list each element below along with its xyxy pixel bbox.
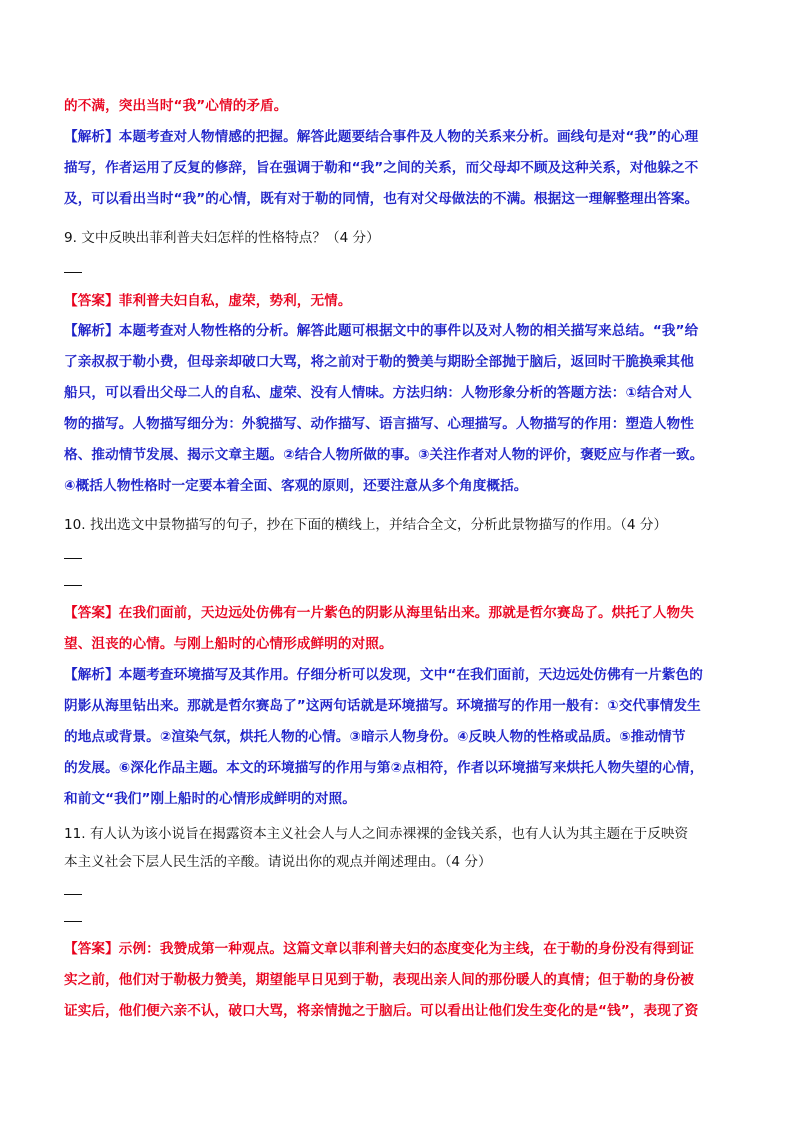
answer-blank-11b [64,921,82,922]
question-10: 10. 找出选文中景物描写的句子，抄在下面的横线上，并结合全文，分析此景物描写的作用。（4 分） [64,517,668,533]
question-11-line-1: 11. 有人认为该小说旨在揭露资本主义社会人与人之间赤裸裸的金钱关系，也有人认为其主题在于反映资 [64,826,689,842]
analysis-10-line-2: 阴影从海里钻出来。那就是哲尔赛岛了”这两句话就是环境描写。环境描写的作用一般有：①交代事情发生 [64,698,701,714]
analysis-9-line-3: 船只，可以看出父母二人的自私、虚荣、没有人情味。方法归纳：人物形象分析的答题方法：①结合对人 [64,385,692,401]
answer-blank-11a [64,894,82,895]
question-9: 9. 文中反映出菲利普夫妇怎样的性格特点？（4 分） [64,230,380,246]
answer-10-line-2: 望、沮丧的心情。与刚上船时的心情形成鲜明的对照。 [64,636,393,652]
analysis-10-line-5: 和前文“我们”刚上船时的心情形成鲜明的对照。 [64,791,356,807]
analysis-9-line-5: 格、推动情节发展、揭示文章主题。②结合人物所做的事。③关注作者对人物的评价，褒贬应与作者一致。 [64,447,704,463]
answer-11-line-2: 实之前，他们对于勒极力赞美，期望能早日见到于勒，表现出亲人间的那份暖人的真情；但于勒的身份被 [64,972,694,988]
analysis-9-line-4: 物的描写。人物描写细分为：外貌描写、动作描写、语言描写、心理描写。人物描写的作用：塑造人物性 [64,416,694,432]
analysis-8-line-1: 【解析】本题考查对人物情感的把握。解答此题要结合事件及人物的关系来分析。画线句是对“我”的心理 [64,129,699,145]
analysis-10-line-3: 的地点或背景。②渲染气氛，烘托人物的心情。③暗示人物身份。④反映人物的性格或品质。⑤推动情节 [64,729,686,745]
analysis-10-line-1: 【解析】本题考查环境描写及其作用。仔细分析可以发现，文中“在我们面前，天边远处仿佛有一片紫色的 [64,667,703,683]
analysis-8-line-2: 描写，作者运用了反复的修辞，旨在强调于勒和“我”之间的关系，而父母却不顾及这种关系，对他躲之不 [64,160,699,176]
analysis-10-line-4: 的发展。⑥深化作品主题。本文的环境描写的作用与第②点相符，作者以环境描写来烘托人物失望的心情， [64,760,704,776]
answer-11-line-1: 【答案】示例：我赞成第一种观点。这篇文章以菲利普夫妇的态度变化为主线，在于勒的身份没有得到证 [64,941,694,957]
answer-blank-9 [64,272,82,273]
answer-11-line-3: 证实后，他们便六亲不认，破口大骂，将亲情抛之于脑后。可以看出让他们发生变化的是“钱”，表现了资 [64,1003,699,1019]
answer-blank-10a [64,558,82,559]
answer-9: 【答案】菲利普夫妇自私，虚荣，势利，无情。 [64,293,352,309]
answer-8-line-end: 的不满，突出当时“我”心情的矛盾。 [64,98,288,114]
answer-blank-10b [64,585,82,586]
analysis-8-line-3: 及，可以看出当时“我”的心情，既有对于勒的同情，也有对父母做法的不满。根据这一理解整理出答案。 [64,191,699,207]
analysis-9-line-1: 【解析】本题考查对人物性格的分析。解答此题可根据文中的事件以及对人物的相关描写来总结。“我”给 [64,323,699,339]
analysis-9-line-2: 了亲叔叔于勒小费，但母亲却破口大骂，将之前对于勒的赞美与期盼全部抛于脑后，返回时干脆换乘其他 [64,354,694,370]
question-11-line-2: 本主义社会下层人民生活的辛酸。请说出你的观点并阐述理由。（4 分） [64,854,492,870]
answer-10-line-1: 【答案】在我们面前，天边远处仿佛有一片紫色的阴影从海里钻出来。那就是哲尔赛岛了。烘托了人物失 [64,605,694,621]
analysis-9-line-6: ④概括人物性格时一定要本着全面、客观的原则，还要注意从多个角度概括。 [64,478,528,494]
